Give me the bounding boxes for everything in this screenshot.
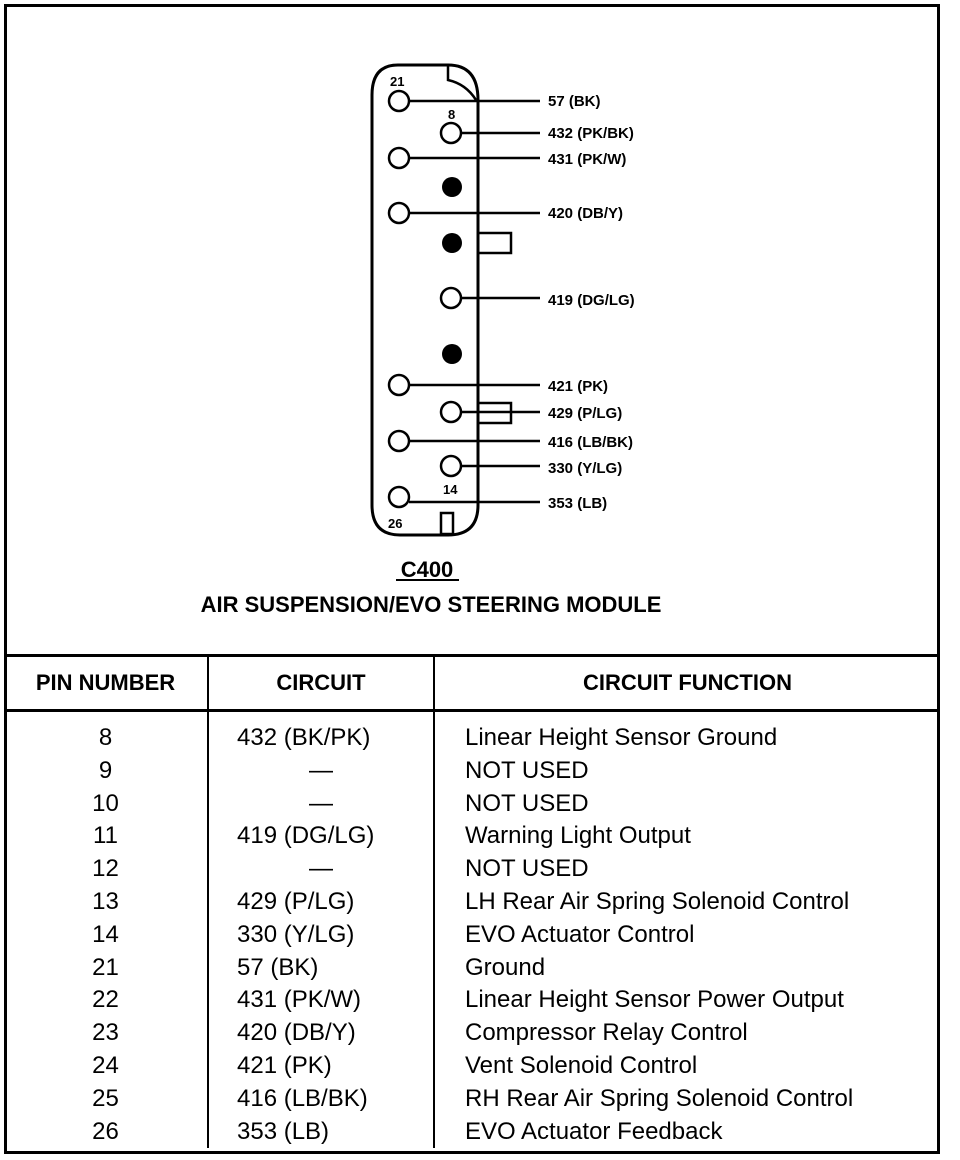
circuit-cell: —: [208, 788, 434, 821]
wire-label: 330 (Y/LG): [548, 460, 623, 477]
circuit-function-cell: Warning Light Output: [434, 820, 940, 853]
pin-number-cell: 26: [92, 1117, 119, 1145]
pin-number-label: 14: [443, 482, 458, 497]
pin-13: [441, 402, 622, 422]
circuit-cell: 429 (P/LG): [208, 886, 434, 919]
wire-label: 353 (LB): [548, 495, 608, 512]
circuit-cell: 421 (PK): [208, 1050, 434, 1083]
pin-8: [441, 123, 634, 143]
pin-number-cell: 8: [98, 724, 113, 751]
pin-26: [389, 487, 607, 512]
pin-number-cell: 14: [92, 920, 119, 948]
table-row: [4, 853, 940, 886]
column-header-circuit-function: CIRCUIT FUNCTION: [434, 656, 940, 711]
wire-label: 432 (PK/BK): [548, 125, 634, 142]
circuit-cell: 57 (BK): [208, 952, 434, 985]
pin-table: [4, 654, 940, 1148]
column-header-pin-number: PIN NUMBER: [4, 656, 208, 711]
table-row: [4, 1017, 940, 1050]
table-row: [4, 1050, 940, 1083]
circuit-cell: 420 (DB/Y): [208, 1017, 434, 1050]
table-row: [4, 952, 940, 985]
table-row: [4, 820, 940, 853]
circuit-function-cell: Compressor Relay Control: [434, 1017, 940, 1050]
circuit-cell: 330 (Y/LG): [208, 919, 434, 952]
pin-number-label: 21: [390, 74, 405, 89]
table-row: [4, 711, 940, 755]
circuit-function-cell: EVO Actuator Feedback: [434, 1116, 940, 1149]
circuit-function-cell: RH Rear Air Spring Solenoid Control: [434, 1083, 940, 1116]
table-row: [4, 755, 940, 788]
pin-number-cell: 23: [92, 1019, 119, 1047]
wire-label: 431 (PK/W): [548, 151, 627, 168]
circuit-function-cell: NOT USED: [434, 755, 940, 788]
wire-label: 420 (DB/Y): [548, 205, 624, 222]
circuit-cell: 353 (LB): [208, 1116, 434, 1149]
pin-number-label: 26: [388, 516, 403, 531]
circuit-cell: —: [208, 755, 434, 788]
plugged-cavity: [442, 177, 462, 197]
table-row: [4, 1116, 940, 1149]
pin-24: [389, 375, 608, 395]
table-row: [4, 1083, 940, 1116]
column-header-circuit: CIRCUIT: [208, 656, 434, 711]
pin-23: [389, 203, 623, 223]
pin-22: [389, 148, 626, 168]
connector-side-tab: [478, 233, 511, 253]
pin-number-cell: 22: [92, 986, 119, 1014]
circuit-function-cell: EVO Actuator Control: [434, 919, 940, 952]
wire-label: 416 (LB/BK): [548, 434, 634, 451]
plugged-cavity: [442, 344, 462, 364]
table-header-row: [4, 656, 940, 711]
table-row: [4, 886, 940, 919]
circuit-function-cell: Linear Height Sensor Power Output: [434, 984, 940, 1017]
pin-number-label: 8: [448, 107, 456, 122]
wire-label: 57 (BK): [548, 93, 601, 110]
connector-id: C400: [400, 557, 454, 582]
pin-11: [441, 288, 635, 309]
circuit-cell: 416 (LB/BK): [208, 1083, 434, 1116]
connector-key-notch: [448, 66, 476, 100]
pin-number-cell: 21: [92, 953, 119, 981]
pin-number-cell: 9: [98, 756, 113, 784]
pin-14: [441, 456, 622, 477]
module-name: AIR SUSPENSION/EVO STEERING MODULE: [200, 592, 662, 617]
wire-label: 421 (PK): [548, 378, 609, 395]
table-row: [4, 984, 940, 1017]
table-body: [4, 711, 940, 1149]
pin-number-cell: 25: [92, 1084, 119, 1112]
circuit-function-cell: Linear Height Sensor Ground: [434, 711, 940, 755]
connector-bottom-latch: [441, 513, 453, 534]
circuit-function-cell: LH Rear Air Spring Solenoid Control: [434, 886, 940, 919]
circuit-function-cell: Ground: [434, 952, 940, 985]
pin-number-cell: 12: [92, 855, 119, 883]
circuit-function-cell: NOT USED: [434, 853, 940, 886]
table-row: [4, 788, 940, 821]
pin-number-cell: 24: [92, 1051, 119, 1079]
pin-number-cell: 11: [93, 822, 118, 850]
circuit-cell: 432 (BK/PK): [208, 711, 434, 755]
wire-label: 429 (P/LG): [548, 405, 623, 422]
circuit-function-cell: NOT USED: [434, 788, 940, 821]
circuit-cell: —: [208, 853, 434, 886]
circuit-cell: 431 (PK/W): [208, 984, 434, 1017]
circuit-cell: 419 (DG/LG): [208, 820, 434, 853]
pin-number-cell: 13: [92, 887, 119, 915]
pin-number-cell: 10: [92, 789, 119, 817]
pin-25: [389, 431, 633, 451]
pin-21: [389, 91, 601, 111]
table-row: [4, 919, 940, 952]
wire-label: 419 (DG/LG): [548, 292, 635, 309]
plugged-cavity: [442, 233, 462, 253]
circuit-function-cell: Vent Solenoid Control: [434, 1050, 940, 1083]
